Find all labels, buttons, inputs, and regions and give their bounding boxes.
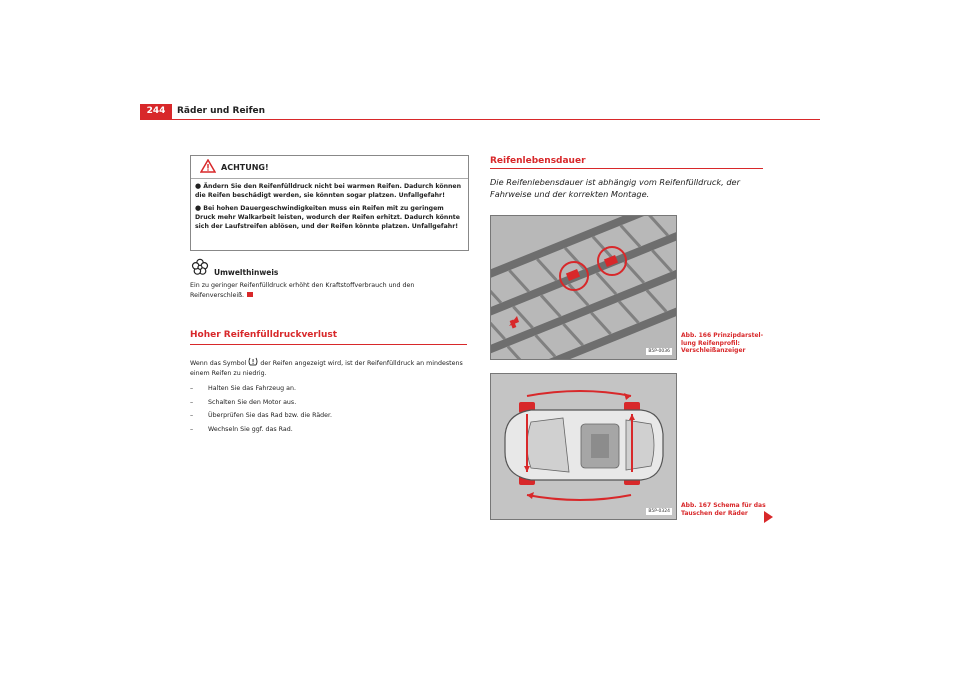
tire-tread-illustration	[491, 216, 676, 359]
figure-code: B5P-0036	[648, 349, 670, 354]
warning-item: ● Bei hohen Dauergeschwindigkeiten muss ein Reifen mit zu geringem Druck mehr Walkarbeit leisten, wodurch der Reifen erhitzt. Dadurch könnte sich der Laufstreifen ablösen, und der Reifen könnte platzen. Unfallgefahr!	[195, 203, 460, 231]
list-item: – Überprüfen Sie das Rad bzw. die Räder.	[190, 412, 333, 419]
steps-list	[190, 382, 465, 436]
header-divider	[140, 119, 820, 120]
environment-note-text: Ein zu geringer Reifenfülldruck erhöht den Kraftstoffverbrauch und den Reifenverschleiß.	[190, 282, 415, 299]
environment-note-title: Umwelthinweis	[214, 268, 279, 277]
section-divider	[190, 344, 467, 345]
bullet-icon: ●	[195, 203, 202, 212]
next-page-arrow-icon	[764, 511, 773, 523]
warning-triangle-icon	[200, 159, 216, 173]
pressure-loss-intro: Wenn das Symbol der Reifen angezeigt wird, ist der Reifenfülldruck an mindestens einem Reifen zu niedrig.	[190, 357, 465, 378]
flower-environment-icon	[191, 258, 209, 276]
end-marker-icon	[247, 292, 253, 297]
warning-title: ACHTUNG!	[221, 163, 269, 172]
page-number: 244	[140, 104, 172, 119]
warning-body	[195, 182, 465, 234]
list-item: – Wechseln Sie ggf. das Rad.	[190, 425, 293, 433]
warning-header	[191, 156, 468, 179]
car-wheel-rotation-illustration	[491, 374, 676, 519]
figure-caption: Abb. 167 Schema für das Tauschen der Räder	[681, 502, 766, 517]
bullet-icon: ●	[195, 182, 202, 190]
list-item: – Schalten Sie den Motor aus.	[190, 398, 297, 406]
section-divider	[490, 168, 763, 169]
warning-item: ● Ändern Sie den Reifenfülldruck nicht bei warmen Reifen. Dadurch können die Reifen beschädigt werden, sie könnten sogar platzen. Unfallgefahr!	[195, 182, 462, 200]
tire-tread-figure	[490, 215, 677, 360]
figure-code: B5P-0324	[648, 509, 670, 514]
section-title-pressure-loss: Hoher Reifenfülldruckverlust	[190, 330, 338, 340]
section-title-tire-life: Reifenlebensdauer	[490, 156, 586, 166]
tire-life-intro: Die Reifenlebensdauer ist abhängig vom Reifenfülldruck, der Fahrweise und der korrekten Montage.	[490, 177, 740, 199]
list-item: – Halten Sie das Fahrzeug an.	[190, 385, 296, 392]
chapter-title: Räder und Reifen	[177, 106, 266, 116]
tire-pressure-warning-icon	[248, 357, 258, 366]
warning-box	[190, 155, 469, 251]
figure-caption: Abb. 166 Prinzipdarstel-lung Reifenprofil: Verschleißanzeiger	[681, 332, 764, 354]
wheel-rotation-figure	[490, 373, 677, 520]
